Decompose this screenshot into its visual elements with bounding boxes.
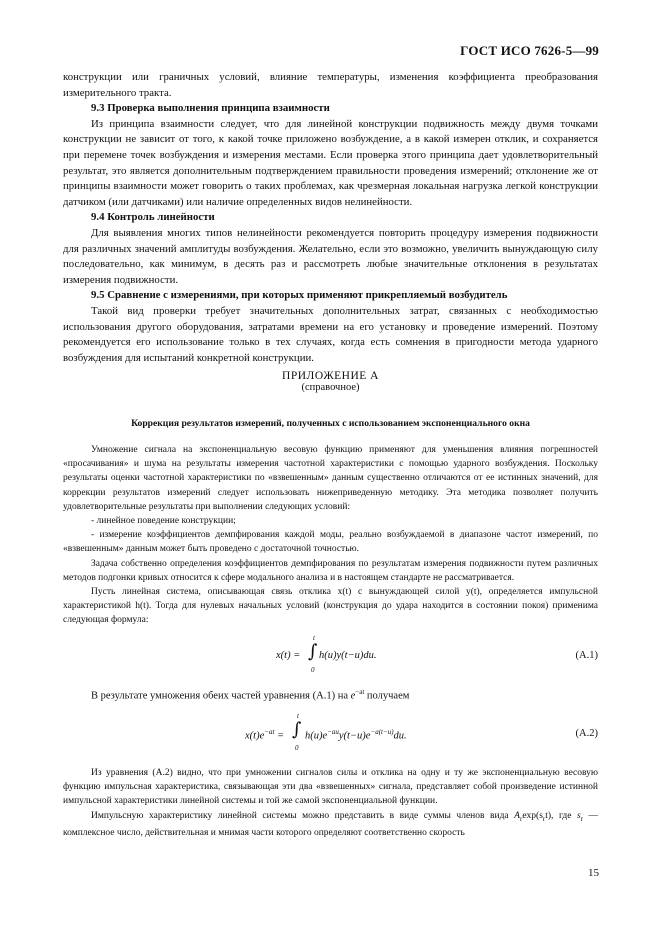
term-a-sub: r — [519, 814, 523, 823]
appendix-paragraph-4-end: получаем — [366, 690, 410, 702]
appendix-list-item-2: - измерение коэффициентов демпфирования каждой моды, реально возбуждаемой в диапазоне частот измерений, по «взвешенным» данным может быть проведено с достаточной точностью. — [63, 530, 598, 555]
appendix-title-block — [0, 370, 661, 393]
appendix-paragraph-6 — [63, 809, 598, 840]
appendix-paragraph-1: Умножение сигнала на экспоненциальную весовую функцию применяют для уменьшения влияния погрешностей «просачивания» и шума на результаты измерения частотной характеристики с помощью ударного возбуждения. Поскольку результаты оценки частотной характеристики по «взвешенным» данным существенно отличаются от ее истинных значений, для коррекции результатов измерений следует использовать нижеприведенную методику. Эта методика позволяет получить удовлетворительные результаты при выполнении следующих условий: — [63, 445, 598, 512]
heading-9-3: 9.3 Проверка выполнения принципа взаимности — [91, 102, 330, 115]
equation-a2-upper-limit: t — [297, 712, 299, 720]
equation-a2-rhs-b: y(t−u)e — [338, 730, 371, 742]
exp-base: e — [350, 690, 356, 702]
equation-a1-lower-limit: 0 — [311, 666, 315, 674]
appendix-text-1 — [63, 443, 598, 628]
appendix-title: ПРИЛОЖЕНИЕ А — [282, 370, 379, 382]
equation-a2-equals: = — [274, 730, 285, 742]
equation-a2-rhs-a: h(u)e — [305, 730, 328, 742]
equation-a2-number: (А.2) — [575, 728, 598, 739]
equation-a2-rhs-a-power: −au — [327, 728, 339, 736]
term-a: A — [514, 810, 520, 821]
appendix-paragraph-4-text: В результате умножения обеих частей уравнения (А.1) на — [91, 690, 348, 702]
heading-9-5: 9.5 Сравнение с измерениями, при которых применяют прикрепляемый возбудитель — [91, 289, 508, 302]
appendix-note: (справочное) — [301, 382, 360, 393]
paragraph-9-3: Из принципа взаимности следует, что для линейной конструкции подвижность между двумя точками конструкции не зависит от того, к какой точке приложено возбуждение, а в какой измерен отклик, и сохраняется при перемене точек возбуждения и измерения местами. Если проверка этого принципа дает удовлетворительный результат, это является дополнительным подтверждением правильности проведения измерений; отклонение же от принципы взаимности может говорить о таких проблемах, как чрезмерная локальная нагрузка легкой конструкции датчиком (или датчиками) или наличие определенных видов нелинейности. — [63, 117, 598, 208]
appendix-paragraph-6-c: — комплексное число, действительная и мнимая части которого определяют соответственно скорость — [63, 810, 599, 838]
section-9-text — [63, 70, 598, 366]
equation-a2-rhs — [305, 728, 407, 742]
equation-a1 — [63, 634, 598, 674]
appendix-text-2 — [63, 685, 598, 704]
paragraph-9-4: Для выявления многих типов нелинейности рекомендуется повторить процедуру измерения подвижности для различных значений амплитуды возбуждения. Желательно, если это возможно, увеличить вынуждающую силу последовательно, как минимум, в десять раз и рассмотреть любые значительные отклонения в результатах измерения подвижности. — [63, 226, 598, 286]
paragraph-continuation: конструкции или граничных условий, влияние температуры, изменения коэффициента преобразования измерительного тракта. — [63, 71, 598, 99]
paragraph-9-5: Такой вид проверки требует значительных дополнительных затрат, связанных с необходимостью использования другого оборудования, затратами времени на его установку и проведение измерений. Поэтому рекомендуется его использование только в тех случаях, когда есть сомнения в пригодности метода ударного возбуждения для испытаний конкретной конструкции. — [63, 304, 598, 364]
heading-9-4: 9.4 Контроль линейности — [91, 211, 215, 224]
equation-a2-lower-limit: 0 — [295, 744, 299, 752]
term-exp: exp(s — [522, 810, 543, 821]
appendix-text-3 — [63, 766, 598, 840]
equation-a2-rhs-b-power: −a(t−u) — [370, 728, 394, 736]
appendix-paragraph-3: Пусть линейная система, описывающая связь отклика x(t) с вынуждающей силой y(t), определяется импульсной характеристикой h(t). Тогда для нулевых начальных условий (конструкция до удара находится в состоянии покоя) применима следующая формула: — [63, 587, 598, 626]
integral-sign-icon: ∫ — [292, 719, 302, 740]
equation-a2-lhs-base: x(t)e — [245, 730, 265, 742]
equation-a1-rhs: h(u)y(t−u)du. — [319, 650, 377, 661]
appendix-paragraph-6-b: где — [558, 810, 572, 821]
appendix-paragraph-2: Задача собственно определения коэффициентов демпфирования по результатам измерения подвижности путем различных методов подгонки кривых относится к сфере модального анализа и в настоящем стандарте не рассматривается. — [63, 558, 598, 583]
appendix-paragraph-6-a: Импульсную характеристику линейной системы можно представить в виде суммы членов вида — [91, 810, 509, 821]
equation-a2-lhs — [245, 728, 284, 742]
appendix-heading: Коррекция результатов измерений, полученных с использованием экспоненциального окна — [131, 418, 530, 429]
equation-a2-lhs-power: −at — [264, 728, 275, 736]
equation-a2 — [63, 712, 598, 752]
equation-a2-rhs-c: du. — [393, 730, 407, 742]
document-header: ГОСТ ИСО 7626-5—99 — [460, 43, 599, 58]
appendix-paragraph-5: Из уравнения (А.2) видно, что при умножении сигналов силы и отклика на одну и ту же экспоненциальную весовую функцию импульсная характеристика, связывающая эти два «взвешенных» сигнала, представляет собой произведение истинной импульсной характеристики линейной системы и той же самой экспоненциальной функции. — [63, 768, 598, 807]
term-exp-end: t), — [545, 810, 554, 821]
equation-a1-number: (А.1) — [575, 650, 598, 661]
term-s: s — [576, 810, 581, 821]
appendix-list-item-1: - линейное поведение конструкции; — [91, 516, 236, 527]
term-s-sub: r — [580, 814, 584, 823]
integral-sign-icon: ∫ — [308, 641, 318, 662]
exp-power: −at — [355, 688, 365, 696]
appendix-paragraph-4 — [63, 685, 598, 704]
page-number: 15 — [588, 867, 599, 879]
equation-a1-upper-limit: t — [313, 634, 315, 642]
term-exp-sub: r — [542, 814, 546, 823]
equation-a1-lhs: x(t) = — [276, 650, 301, 661]
